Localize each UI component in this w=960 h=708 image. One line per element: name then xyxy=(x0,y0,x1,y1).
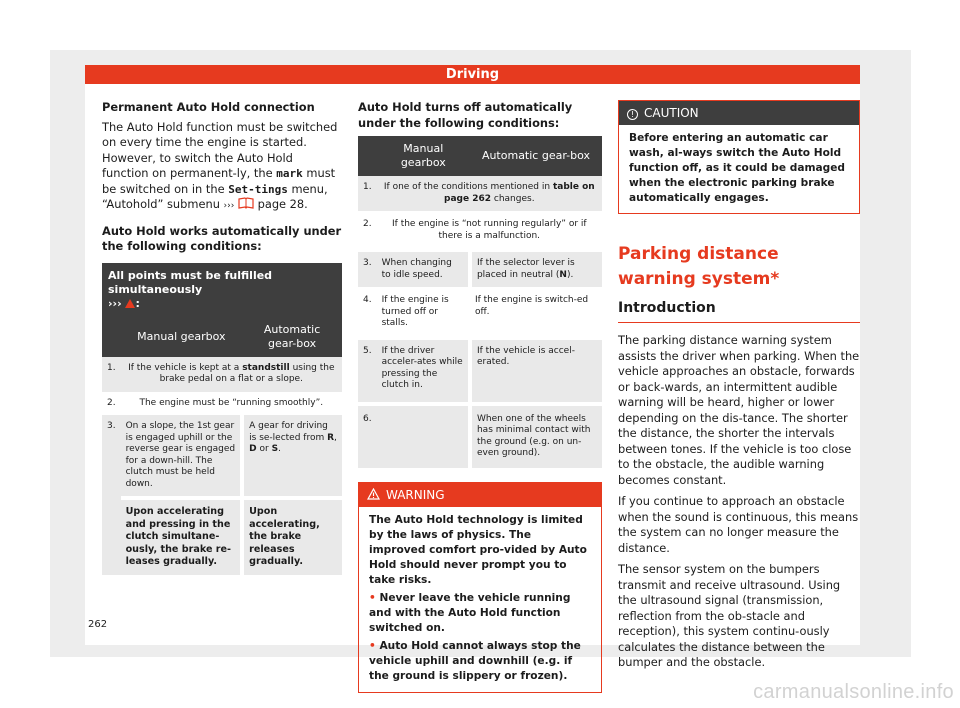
table-row xyxy=(102,392,342,416)
row-num: 3. xyxy=(358,252,377,287)
caution-circle-icon: ! xyxy=(627,109,638,120)
row-num: 6. xyxy=(358,404,377,468)
gear-s: S xyxy=(271,444,279,454)
table-row xyxy=(358,211,602,252)
row-span-cell xyxy=(121,357,342,392)
intro-paragraph: The sensor system on the bumpers transmit and receive ultrasound. Using the ultrasound signal (transmission, reflection from the ob-stacle and reception), this system continu-ously calculates the distance between the bumper and the obstacle. xyxy=(618,562,841,669)
row-span-cell xyxy=(377,176,602,211)
page-reference-link[interactable]: page 28. xyxy=(257,197,308,211)
caution-text: Before entering an automatic car wash, al-ways switch the Auto Hold function off, as it could be damaged when the electronic parking brake automatically engages. xyxy=(629,132,846,204)
row-num xyxy=(102,498,121,575)
cell-manual: If the engine is turned off or stalls. xyxy=(377,287,470,340)
cell-auto xyxy=(470,252,602,287)
table-header-num xyxy=(358,136,377,176)
cell-text: using the brake pedal on a flat or a slope. xyxy=(159,362,335,384)
warning-bullet xyxy=(369,591,591,636)
table-row xyxy=(102,498,342,575)
warning-body xyxy=(359,507,601,692)
paragraph-permanent-auto-hold xyxy=(102,120,342,215)
table-row xyxy=(102,357,342,392)
intro-paragraph: If you continue to approach an obstacle when the sound is continuous, this means the system can no longer measure the distance. xyxy=(618,494,859,555)
section-title: Parking distance warning system* xyxy=(618,244,780,289)
table-header-manual: Manual gearbox xyxy=(377,136,470,176)
warning-bullet-text: Auto Hold cannot always stop the vehicle uphill and downhill (e.g. if the ground is slippery or frozen). xyxy=(369,639,581,682)
table-header-manual: Manual gearbox xyxy=(121,317,243,357)
cell-text: changes. xyxy=(493,193,535,204)
warning-bullet xyxy=(369,639,591,684)
warning-triangle-icon xyxy=(367,488,386,502)
code-settings: Set-tings xyxy=(228,182,288,196)
table-header-num xyxy=(102,317,121,357)
row-num: 1. xyxy=(358,176,377,211)
table-auto-hold-off-conditions xyxy=(358,136,602,468)
code-mark: mark xyxy=(276,167,303,180)
heading-permanent-auto-hold: Permanent Auto Hold connection xyxy=(102,100,315,114)
warning-bullet-text: Never leave the vehicle running and with the Auto Hold function switched on. xyxy=(369,591,571,634)
para-text-a: The Auto Hold function must be switched on every time the engine is started. However, to switch the Auto Hold function on permanent-ly, the xyxy=(102,119,338,180)
table-row xyxy=(358,404,602,468)
page-number: 262 xyxy=(88,619,108,630)
row-span-cell: The engine must be “running smoothly”. xyxy=(121,392,342,416)
cell-auto xyxy=(242,415,342,498)
heading-auto-hold-off: Auto Hold turns off automatically under the following conditions: xyxy=(358,100,573,130)
warning-header xyxy=(359,483,601,507)
cell-text: If the vehicle is kept at a xyxy=(128,362,240,373)
cell-auto: Upon accelerating, the brake releases gradually. xyxy=(242,498,342,575)
caution-box xyxy=(618,100,860,214)
row-num: 2. xyxy=(102,392,121,416)
cell-bold-text: standstill xyxy=(242,362,290,373)
table-row xyxy=(102,415,342,498)
gear-r: R xyxy=(327,432,335,443)
subsection-title: Introduction xyxy=(618,298,860,323)
cell-manual: On a slope, the 1st gear is engaged uphill or the reverse gear is engaged for a down-hill. The clutch must be held down. xyxy=(121,415,243,498)
row-num: 2. xyxy=(358,211,377,252)
table-row xyxy=(358,340,602,404)
gear-n: N xyxy=(559,269,567,280)
cell-text: If the selector lever is placed in neutral ( xyxy=(476,258,575,280)
section-header: Driving xyxy=(85,65,860,84)
table-row xyxy=(358,287,602,340)
bullet-icon: • xyxy=(369,591,376,604)
table-caption-ref: ››› xyxy=(108,296,122,310)
caution-label: CAUTION xyxy=(644,106,699,120)
row-num: 4. xyxy=(358,287,377,340)
para-text-c: menu, “Autohold” submenu xyxy=(102,181,328,211)
heading-auto-hold-conditions: Auto Hold works automatically under the following conditions: xyxy=(102,223,342,253)
cell-text: A gear for driving is se-lected from xyxy=(249,421,328,443)
cell-manual xyxy=(377,404,470,468)
cell-text: If one of the conditions mentioned in xyxy=(383,182,551,192)
table-row xyxy=(358,176,602,211)
warning-triangle-icon xyxy=(125,299,135,308)
table-header-auto: Automatic gear-box xyxy=(242,317,342,357)
cell-auto: If the engine is switch-ed off. xyxy=(470,287,602,340)
table-row xyxy=(358,252,602,287)
table-header-auto: Automatic gear-box xyxy=(470,136,602,176)
row-span-cell: If the engine is “not running regularly” or if there is a malfunction. xyxy=(377,211,602,252)
row-num: 5. xyxy=(358,340,377,404)
warning-intro: The Auto Hold technology is limited by the laws of physics. The improved comfort pro-vided by Auto Hold should never prompt you to take risks. xyxy=(369,513,587,586)
table-caption-text: All points must be fulfilled simultaneously xyxy=(108,268,273,296)
table-caption-colon: : xyxy=(135,296,140,310)
intro-paragraph: The parking distance warning system assists the driver when parking. When the vehicle approaches an obstacle, forwards or back-wards, an intermittent audible warning will be heard, higher or lower depending on the dis-tance. The shorter the distance, the shorter the intervals between tones. If the vehicle is too close to the obstacle, the audible warning becomes constant. xyxy=(618,333,860,487)
bullet-icon: • xyxy=(369,639,376,652)
column-right xyxy=(618,100,860,671)
column-left xyxy=(102,100,342,575)
cell-text: ). xyxy=(566,269,574,280)
cell-manual: When changing to idle speed. xyxy=(377,252,470,287)
cell-manual: Upon accelerating and pressing in the clutch simultane-ously, the brake re-leases gradually. xyxy=(121,498,243,575)
book-page-icon xyxy=(238,197,254,211)
cell-text: , xyxy=(334,432,337,443)
table-auto-hold-conditions xyxy=(102,263,342,575)
caution-header xyxy=(619,101,859,125)
cell-text: or xyxy=(259,444,269,454)
watermark: carmanualsonline.info xyxy=(753,681,954,703)
para-text-b: must be switched on in the xyxy=(102,166,336,196)
warning-label: WARNING xyxy=(386,487,445,502)
gear-d: D xyxy=(249,444,257,454)
row-num: 1. xyxy=(102,357,121,392)
column-middle xyxy=(358,100,602,693)
warning-box xyxy=(358,482,602,693)
cell-manual: If the driver acceler-ates while pressing the clutch in. xyxy=(377,340,470,404)
row-num: 3. xyxy=(102,415,121,498)
table-caption xyxy=(102,263,342,317)
cell-auto: When one of the wheels has minimal contact with the ground (e.g. on un-even ground). xyxy=(470,404,602,468)
cell-text: . xyxy=(278,444,281,454)
ref-arrow: ››› xyxy=(223,201,235,211)
table-reference-link[interactable]: table on page 262 xyxy=(444,182,595,204)
cell-auto: If the vehicle is accel-erated. xyxy=(470,340,602,404)
